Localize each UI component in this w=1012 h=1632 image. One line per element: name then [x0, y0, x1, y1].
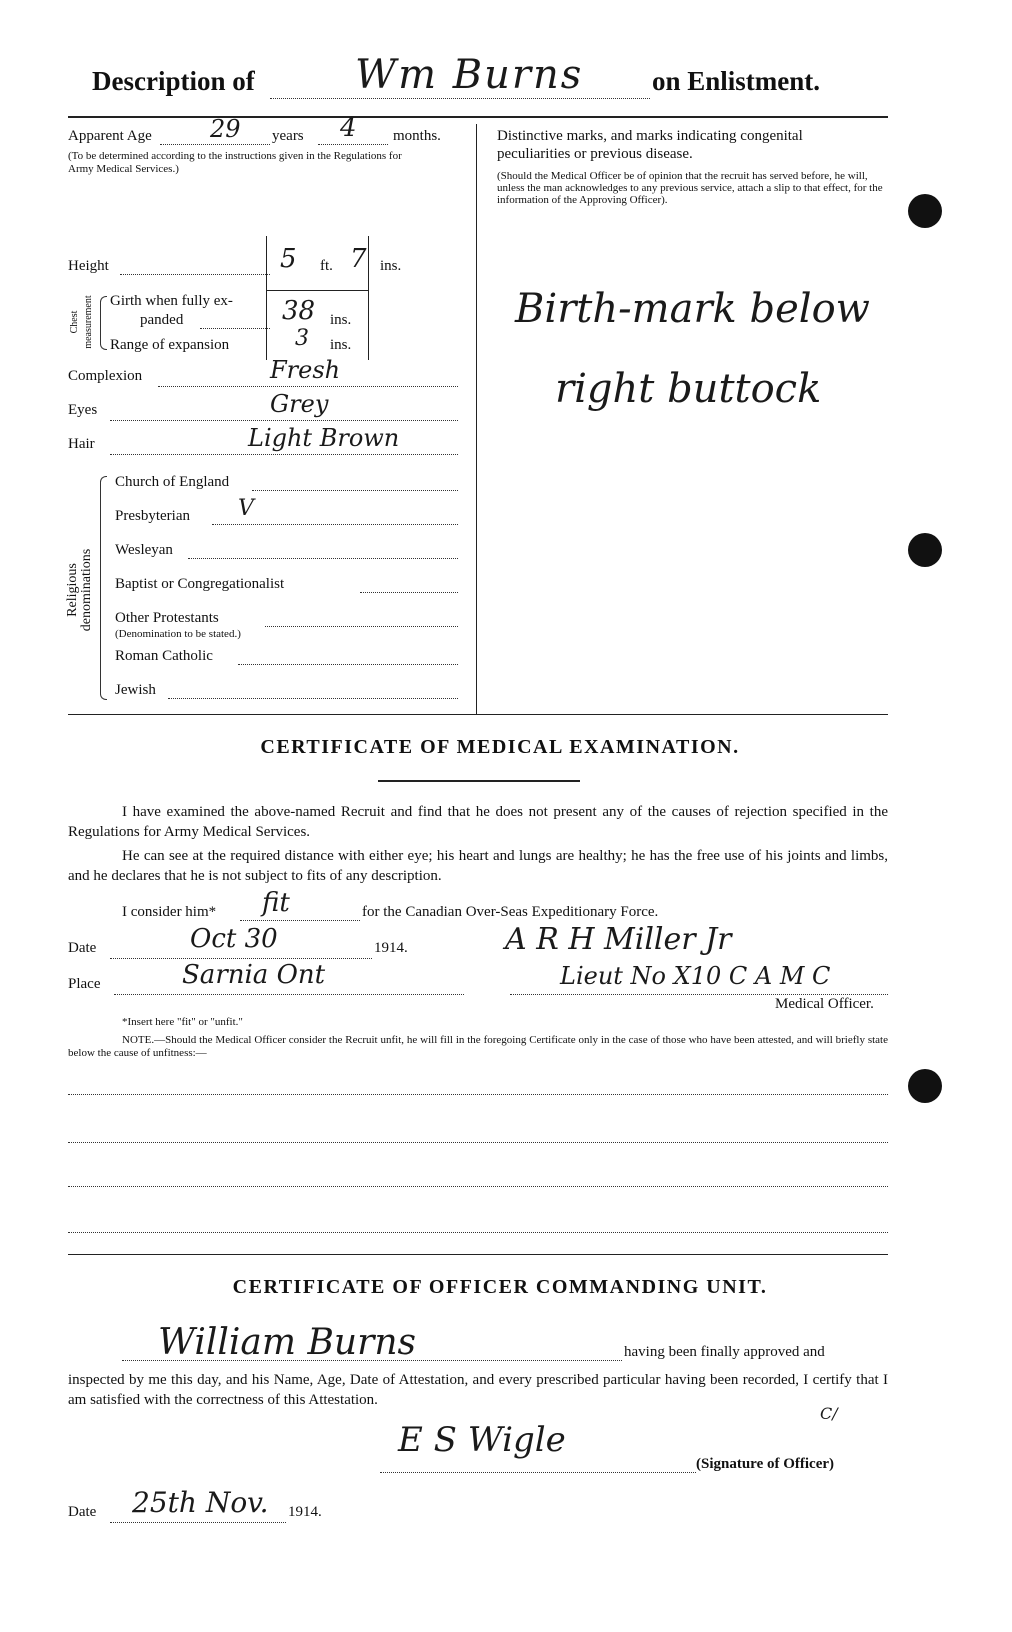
section-rule	[68, 714, 888, 715]
medical-note: NOTE.—Should the Medical Officer consider the Recruit unfit, he will fill in the foregoing Certificate only in the case of those who have been attested, and will briefly state below the cause of unfitness:—	[68, 1034, 888, 1059]
complexion-label: Complexion	[68, 368, 143, 384]
age-note: (To be determined according to the instructions given in the Regulations for Army Medical Services.)	[68, 150, 402, 175]
religion-presbyterian: Presbyterian	[115, 508, 190, 524]
height-ft-value: 5	[280, 244, 297, 274]
years-label: years	[272, 128, 304, 144]
header-name-line	[270, 98, 650, 99]
commanding-name-value: William Burns	[158, 1322, 416, 1363]
religion-church-of-england: Church of England	[115, 474, 230, 490]
consider-line	[240, 920, 360, 921]
months-label: months.	[393, 128, 441, 144]
section-rule	[68, 1254, 888, 1255]
height-label: Height	[68, 258, 109, 274]
hair-line	[110, 454, 458, 455]
value-box-line	[266, 236, 267, 360]
medical-officer-signature: A R H Miller Jr	[505, 922, 732, 957]
header-name-handwritten: Wm Burns	[355, 52, 584, 98]
unfitness-line	[68, 1232, 888, 1233]
medical-paragraph-2: He can see at the required distance with either eye; his heart and lungs are healthy; he has the free use of his joints and limbs, and he declares that he is not subject to fits of any description.	[68, 848, 888, 884]
religion-line	[265, 626, 458, 627]
commanding-line1: having been finally approved and	[624, 1344, 825, 1360]
religion-label: Religious denominations	[65, 548, 94, 632]
punch-hole	[908, 194, 942, 228]
medical-date-line	[110, 958, 372, 959]
hair-label: Hair	[68, 436, 95, 452]
unfitness-line	[68, 1094, 888, 1095]
girth-label-2: panded	[140, 312, 184, 328]
medical-place-line	[114, 994, 464, 995]
medical-date-label: Date	[68, 940, 97, 956]
commanding-certificate-title: CERTIFICATE OF OFFICER COMMANDING UNIT.	[232, 1276, 768, 1298]
column-divider	[476, 124, 477, 714]
commanding-signature-label: (Signature of Officer)	[696, 1456, 835, 1472]
medical-place-label: Place	[68, 976, 101, 992]
medical-officer-label: Medical Officer.	[775, 996, 874, 1012]
range-label: Range of expansion	[110, 337, 230, 353]
age-years-value: 29	[210, 115, 241, 143]
force-label	[362, 904, 658, 921]
girth-label: Girth when fully ex-	[110, 293, 233, 309]
religion-line	[168, 698, 458, 699]
age-months-value: 4	[340, 113, 357, 143]
religion-bracket	[100, 476, 107, 700]
medical-certificate-title: CERTIFICATE OF MEDICAL EXAMINATION.	[260, 736, 740, 758]
religion-jewish: Jewish	[115, 682, 156, 698]
commanding-date-line	[110, 1522, 286, 1523]
religion-baptist: Baptist or Congregationalist	[115, 576, 285, 592]
age-years-line	[160, 144, 270, 145]
medical-date-year: 1914.	[374, 940, 408, 956]
insert-note: *Insert here "fit" or "unfit."	[122, 1016, 243, 1028]
commanding-paragraph: inspected by me this day, and his Name, Age, Date of Attestation, and every prescribed particular having been recorded, I certify that I am satisfied with the correctness of this Attestation.	[68, 1372, 888, 1408]
girth-ins-label: ins.	[330, 312, 352, 328]
girth-line	[200, 328, 270, 329]
header-prefix: Description of	[92, 66, 255, 96]
height-in-value: 7	[350, 244, 367, 274]
commanding-date-label: Date	[68, 1504, 97, 1520]
commanding-signature-line	[380, 1472, 696, 1473]
religion-other-note: (Denomination to be stated.)	[115, 628, 241, 640]
consider-label: I consider him*	[122, 904, 217, 920]
range-value: 3	[295, 326, 309, 351]
distinctive-marks-heading-2: peculiarities or previous disease.	[497, 146, 693, 162]
religion-line	[252, 490, 458, 491]
hair-value: Light Brown	[248, 424, 400, 452]
header-rule	[68, 116, 888, 118]
distinctive-marks-heading: Distinctive marks, and marks indicating congenital	[497, 128, 803, 144]
unfitness-line	[68, 1142, 888, 1143]
commanding-officer-signature: E S Wigle	[398, 1420, 566, 1460]
medical-paragraph-1: I have examined the above-named Recruit and find that he does not present any of the causes of rejection specified in the Regulations for Army Medical Services.	[68, 804, 888, 840]
punch-hole	[908, 1069, 942, 1103]
medical-place-value: Sarnia Ont	[182, 960, 326, 990]
religion-line	[188, 558, 458, 559]
height-ins-label: ins.	[380, 258, 402, 274]
age-label: Apparent Age	[68, 128, 152, 144]
commanding-date-value: 25th Nov.	[132, 1486, 269, 1519]
ft-label: ft.	[320, 258, 333, 274]
distinctive-marks-line2: right buttock	[555, 366, 822, 412]
religion-line	[238, 664, 458, 665]
age-months-line	[318, 144, 388, 145]
distinctive-marks-line1: Birth-mark below	[515, 286, 870, 332]
range-ins-label: ins.	[330, 337, 352, 353]
medical-officer-line	[510, 994, 888, 995]
value-box-line	[266, 290, 368, 291]
chest-measurement-label: Chest measurement	[69, 295, 94, 349]
height-line	[120, 274, 270, 275]
complexion-line	[158, 386, 458, 387]
complexion-value: Fresh	[270, 356, 341, 384]
presbyterian-mark: V	[238, 496, 254, 521]
medical-officer-rank: Lieut No X10 C A M C	[560, 962, 831, 990]
religion-other: Other Protestants	[115, 610, 219, 626]
religion-line	[360, 592, 458, 593]
punch-hole	[908, 533, 942, 567]
distinctive-marks-note: (Should the Medical Officer be of opinion that the recruit has served before, he will, unless the man acknowledges to any previous service, attach a slip to that effect, for the information of the Approving Officer).	[497, 170, 883, 206]
title-underline	[378, 780, 580, 782]
girth-value: 38	[282, 296, 316, 326]
religion-roman-catholic: Roman Catholic	[115, 648, 213, 664]
force-label-text: for the Canadian Over-Seas Expeditionary Force.	[362, 904, 659, 920]
consider-value: fit	[262, 888, 290, 918]
eyes-value: Grey	[270, 390, 329, 418]
commanding-margin-mark: C/	[820, 1404, 838, 1423]
religion-line	[212, 524, 458, 525]
unfitness-line	[68, 1186, 888, 1187]
religion-wesleyan: Wesleyan	[115, 542, 173, 558]
commanding-date-year: 1914.	[288, 1504, 322, 1520]
chest-bracket	[100, 296, 107, 350]
eyes-line	[110, 420, 458, 421]
medical-date-value: Oct 30	[190, 924, 278, 954]
eyes-label: Eyes	[68, 402, 98, 418]
value-box-line	[368, 236, 369, 360]
header-suffix: on Enlistment.	[652, 66, 821, 96]
